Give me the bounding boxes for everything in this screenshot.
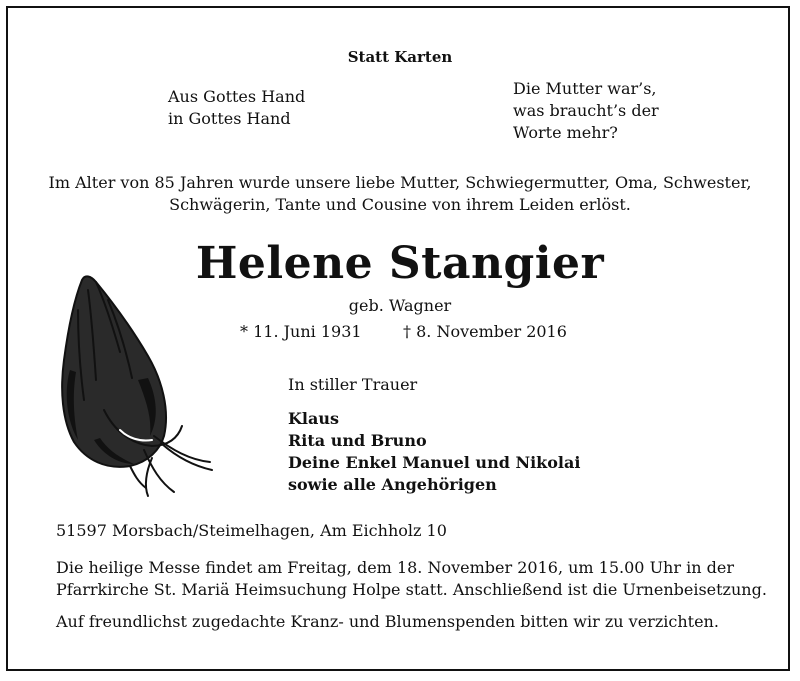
motto-left — [168, 86, 305, 130]
notice-header: Statt Karten — [347, 48, 453, 66]
mourners-list — [288, 408, 580, 496]
address: 51597 Morsbach/Steimelhagen, Am Eichholz 10 — [56, 521, 447, 540]
mourner-item: sowie alle Angehörigen — [288, 475, 497, 494]
mass-info-line: Die heilige Messe findet am Freitag, dem 18. November 2016, um 15.00 Uhr in der — [56, 558, 734, 577]
birth-date: * 11. Juni 1931 — [240, 322, 362, 341]
death-date: † 8. November 2016 — [403, 322, 567, 341]
mourning-line: In stiller Trauer — [288, 375, 418, 394]
motto-left-line: in Gottes Hand — [168, 109, 291, 128]
mass-info-line: Pfarrkirche St. Mariä Heimsuchung Holpe statt. Anschließend ist die Urnenbeisetzung. — [56, 580, 767, 599]
motto-right-line: Die Mutter war’s, — [513, 79, 657, 98]
mourner-item: Rita und Bruno — [288, 431, 427, 450]
mass-info — [56, 557, 767, 601]
maiden-name: geb. Wagner — [348, 296, 452, 315]
motto-right-line: was braucht’s der — [513, 101, 659, 120]
mourner-item: Klaus — [288, 409, 339, 428]
intro-line: Im Alter von 85 Jahren wurde unsere liebe Mutter, Schwiegermutter, Oma, Schwester, — [48, 173, 752, 192]
motto-right — [513, 78, 659, 144]
flowers-note: Auf freundlichst zugedachte Kranz- und Blumenspenden bitten wir zu verzichten. — [56, 612, 719, 631]
motto-right-line: Worte mehr? — [513, 123, 618, 142]
intro-text — [8, 172, 792, 216]
motto-left-line: Aus Gottes Hand — [168, 87, 306, 106]
deceased-name: Helene Stangier — [195, 238, 605, 289]
intro-line: Schwägerin, Tante und Cousine von ihrem Leiden erlöst. — [169, 195, 631, 214]
mourner-item: Deine Enkel Manuel und Nikolai — [288, 453, 581, 472]
obituary-notice — [6, 6, 790, 671]
